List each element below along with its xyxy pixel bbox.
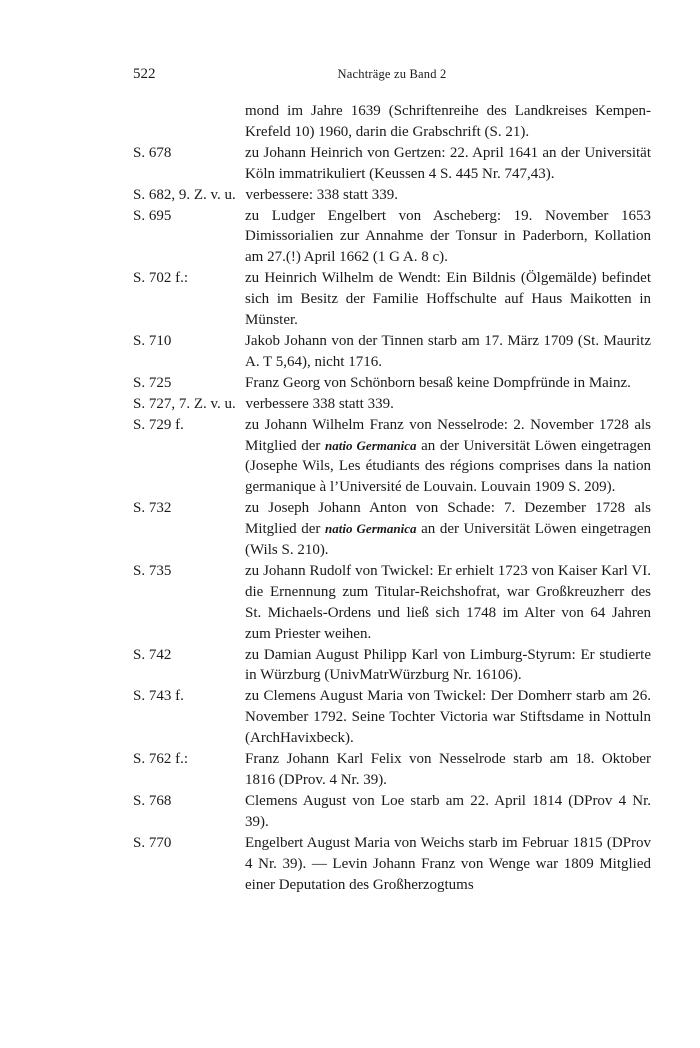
entry-s742 bbox=[133, 645, 651, 687]
entry-text: mond im Jahre 1639 (Schriftenreihe des Landkreises Kempen-Krefeld 10) 1960, darin die Grabschrift (S. 21). bbox=[245, 103, 651, 140]
entry-text bbox=[245, 415, 651, 499]
page-reference: S. 735 bbox=[133, 562, 172, 579]
entry-continuation bbox=[133, 101, 651, 143]
italic-title: natio Germanica bbox=[325, 521, 417, 537]
addenda-list bbox=[133, 101, 651, 895]
page-reference: S. 729 f. bbox=[133, 416, 184, 433]
page-reference: S. 762 f.: bbox=[133, 751, 189, 768]
entry-text: zu Damian August Philipp Karl von Limburg-Styrum: Er studierte in Würzburg (UnivMatrWürzburg Nr. 16106). bbox=[245, 646, 651, 684]
page-reference: S. 770 bbox=[133, 834, 172, 851]
page-reference: S. 682, 9. Z. v. u. bbox=[133, 186, 236, 203]
entry-s695 bbox=[133, 206, 651, 269]
page-reference: S. 727, 7. Z. v. u. bbox=[133, 395, 236, 412]
page-reference: S. 742 bbox=[133, 646, 172, 663]
entry-text-part: an der Universität Löwen eingetragen (Josephe Wils, Les étudiants des régions comprises dans la nation germanique à l’Université de Louvain. Louvain 1909 S. 209). bbox=[245, 437, 651, 496]
page-reference: S. 678 bbox=[133, 144, 172, 161]
entry-text: Franz Johann Karl Felix von Nesselrode starb am 18. Oktober 1816 (DProv. 4 Nr. 39). bbox=[245, 751, 651, 788]
entry-s735 bbox=[133, 561, 651, 645]
page-reference: S. 695 bbox=[133, 207, 172, 224]
entry-text: zu Clemens August Maria von Twickel: Der Domherr starb am 26. November 1792. Seine Tochter Victoria war Stiftsdame in Nottuln (ArchHavixbeck). bbox=[245, 688, 651, 747]
entry-text: zu Ludger Engelbert von Ascheberg: 19. November 1653 Dimissorialien zur Annahme der Tonsur in Paderborn, Kollation am 27.(!) April 1662 (1 G A. 8 c). bbox=[245, 207, 651, 266]
entry-s725 bbox=[133, 373, 651, 394]
entry-text: zu Heinrich Wilhelm de Wendt: Ein Bildnis (Ölgemälde) befindet sich im Besitz der Familie Hoffschulte auf Haus Maikotten in Münster. bbox=[245, 270, 651, 329]
entry-s762 bbox=[133, 749, 651, 791]
page-reference: S. 725 bbox=[133, 374, 172, 391]
entry-text: zu Johann Heinrich von Gertzen: 22. April 1641 an der Universität Köln immatrikuliert (Keussen 4 S. 445 Nr. 747,43). bbox=[245, 144, 651, 182]
entry-text-part: zu Joseph Johann Anton von Schade: 7. Dezember 1728 als Mitglied der bbox=[245, 500, 651, 538]
entry-text: verbessere 338 statt 339. bbox=[245, 395, 394, 412]
page-header bbox=[133, 66, 651, 86]
entry-s702 bbox=[133, 268, 651, 331]
entry-s743 bbox=[133, 686, 651, 749]
entry-s710 bbox=[133, 331, 651, 373]
entry-text: verbessere: 338 statt 339. bbox=[245, 186, 398, 203]
entry-s682 bbox=[133, 185, 651, 206]
entry-s729 bbox=[133, 415, 651, 499]
entry-s678 bbox=[133, 143, 651, 185]
entry-s770 bbox=[133, 833, 651, 896]
page-number: 522 bbox=[133, 66, 156, 82]
page-reference: S. 768 bbox=[133, 792, 172, 809]
entry-s727 bbox=[133, 394, 651, 415]
entry-text: zu Johann Rudolf von Twickel: Er erhielt 1723 von Kaiser Karl VI. die Ernennung zum Titular-Reichshofrat, war Großkreuzherr des St. Michaels-Ordens und ließ sich 1748 im Alter von 64 Jahren zum Priester weihen. bbox=[245, 562, 651, 642]
page-reference: S. 710 bbox=[133, 332, 172, 349]
entry-s732 bbox=[133, 498, 651, 561]
page-reference: S. 743 f. bbox=[133, 688, 184, 705]
entry-text-part: an der Universität Löwen eingetragen (Wils S. 210). bbox=[245, 521, 651, 559]
entry-text: Jakob Johann von der Tinnen starb am 17. März 1709 (St. Mauritz A. T 5,64), nicht 1716. bbox=[245, 332, 651, 370]
page-reference: S. 702 f.: bbox=[133, 270, 189, 287]
entry-text bbox=[245, 498, 651, 561]
entry-text: Engelbert August Maria von Weichs starb im Februar 1815 (DProv 4 Nr. 39). — Levin Johann Franz von Wenge war 1809 Mitglied einer Deputation des Großherzogtums bbox=[245, 834, 651, 893]
entry-s768 bbox=[133, 791, 651, 833]
entry-text-part: zu Johann Wilhelm Franz von Nesselrode: 2. November 1728 als Mitglied der bbox=[245, 416, 651, 454]
entry-text: Franz Georg von Schönborn besaß keine Dompfründe in Mainz. bbox=[245, 374, 631, 391]
page-reference: S. 732 bbox=[133, 500, 172, 517]
running-title: Nachträge zu Band 2 bbox=[337, 67, 447, 81]
entry-text: Clemens August von Loe starb am 22. April 1814 (DProv 4 Nr. 39). bbox=[245, 792, 651, 830]
italic-title: natio Germanica bbox=[325, 437, 417, 453]
